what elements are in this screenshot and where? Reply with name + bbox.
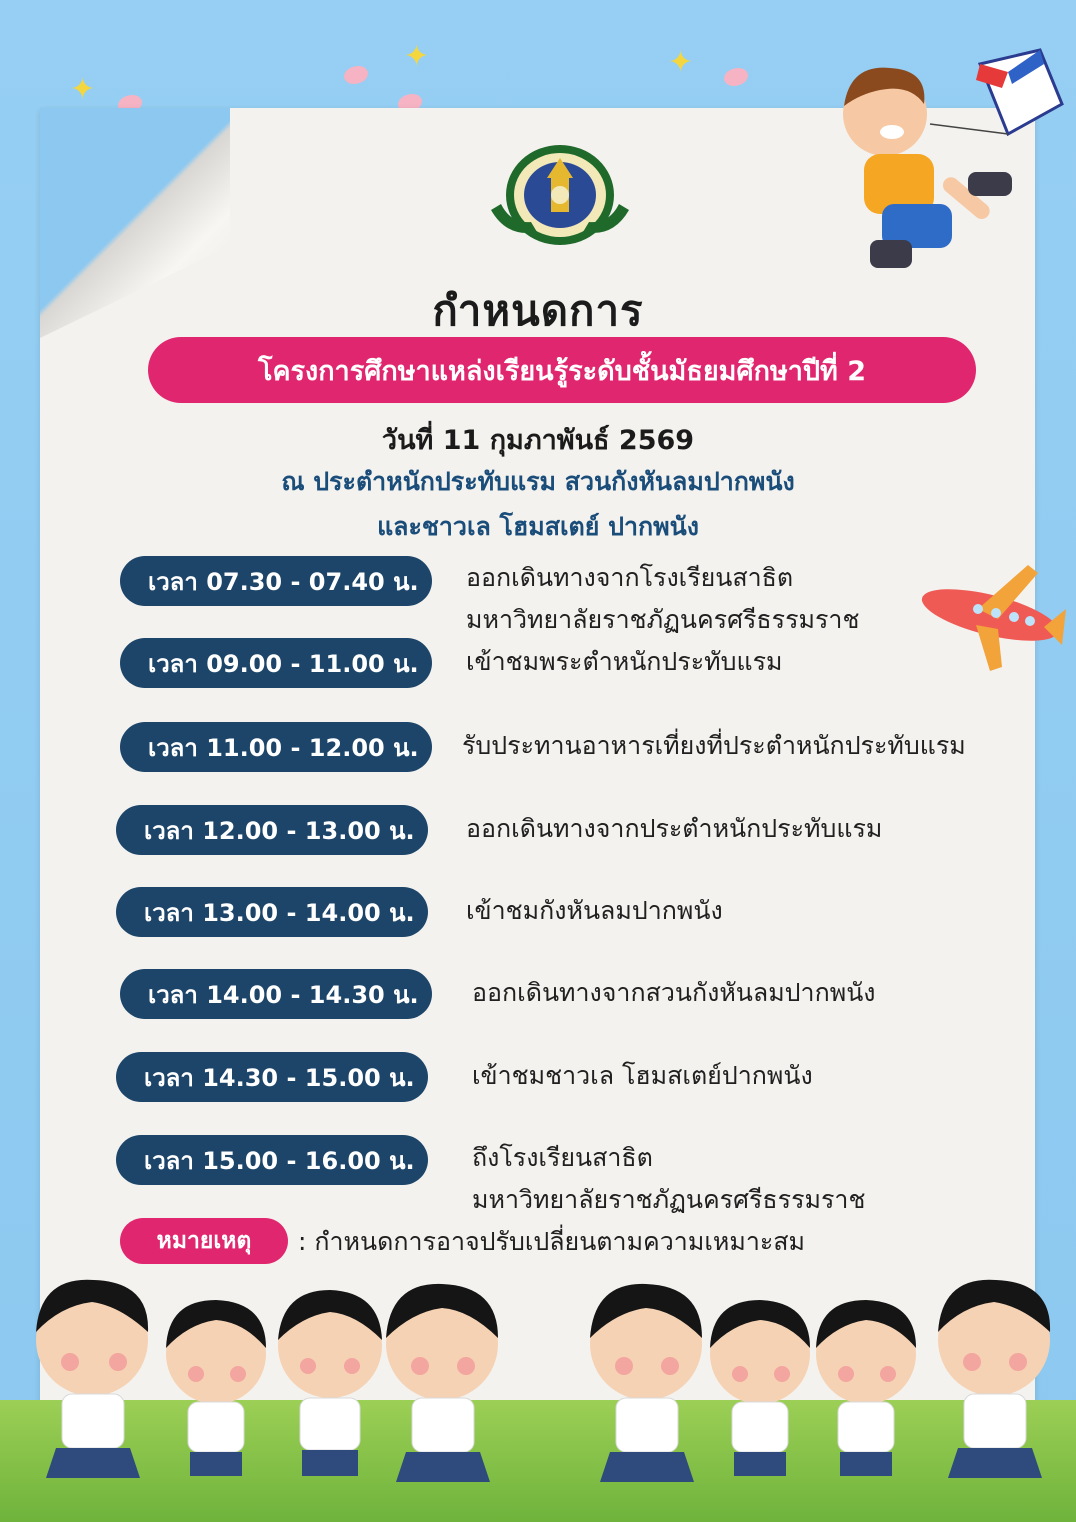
- activity-text-continued: มหาวิทยาลัยราชภัฏนครศรีธรรมราช: [466, 605, 860, 634]
- note-badge: หมายเหตุ: [120, 1218, 288, 1264]
- activity-text: เข้าชมชาวเล โฮมสเตย์ปากพนัง: [472, 1061, 813, 1090]
- sparkle-icon: ✦: [70, 72, 96, 107]
- activity-text: เข้าชมกังหันลมปากพนัง: [466, 896, 723, 925]
- time-badge: เวลา 12.00 - 13.00 น.: [116, 805, 428, 855]
- venue-line-2: และชาวเล โฮมสเตย์ ปากพนัง: [377, 512, 699, 541]
- boy-with-kite-illustration: [830, 44, 1065, 284]
- event-date: วันที่ 11 กุมภาพันธ์ 2569: [381, 425, 695, 456]
- time-badge: เวลา 11.00 - 12.00 น.: [120, 722, 432, 772]
- time-badge: เวลา 07.30 - 07.40 น.: [120, 556, 432, 606]
- venue-line-1: ณ ประตำหนักประทับแรม สวนกังหันลมปากพนัง: [281, 467, 795, 496]
- activity-text: ออกเดินทางจากประตำหนักประทับแรม: [466, 814, 883, 843]
- sparkle-icon: ✦: [668, 45, 694, 80]
- page-title: กำหนดการ: [432, 286, 644, 335]
- university-seal-logo: [487, 140, 633, 250]
- activity-text: ออกเดินทางจากโรงเรียนสาธิต: [466, 563, 794, 592]
- airplane-illustration: [918, 565, 1068, 673]
- time-badge: เวลา 09.00 - 11.00 น.: [120, 638, 432, 688]
- sparkle-icon: ✦: [404, 39, 430, 74]
- children-holding-hands-illustration: [0, 1262, 1076, 1522]
- time-badge: เวลา 13.00 - 14.00 น.: [116, 887, 428, 937]
- activity-text: รับประทานอาหารเที่ยงที่ประตำหนักประทับแรม: [462, 731, 966, 760]
- project-name: โครงการศึกษาแหล่งเรียนรู้ระดับชั้นมัธยมศึกษาปีที่ 2: [257, 355, 867, 387]
- time-badge: เวลา 14.00 - 14.30 น.: [120, 969, 432, 1019]
- activity-text: เข้าชมพระตำหนักประทับแรม: [466, 647, 783, 676]
- activity-text: ออกเดินทางจากสวนกังหันลมปากพนัง: [472, 978, 876, 1007]
- note-text: : กำหนดการอาจปรับเปลี่ยนตามความเหมาะสม: [298, 1227, 806, 1256]
- activity-text-continued: มหาวิทยาลัยราชภัฏนครศรีธรรมราช: [472, 1185, 866, 1214]
- time-badge: เวลา 15.00 - 16.00 น.: [116, 1135, 428, 1185]
- project-banner: [148, 337, 976, 403]
- time-badge: เวลา 14.30 - 15.00 น.: [116, 1052, 428, 1102]
- activity-text: ถึงโรงเรียนสาธิต: [472, 1143, 653, 1172]
